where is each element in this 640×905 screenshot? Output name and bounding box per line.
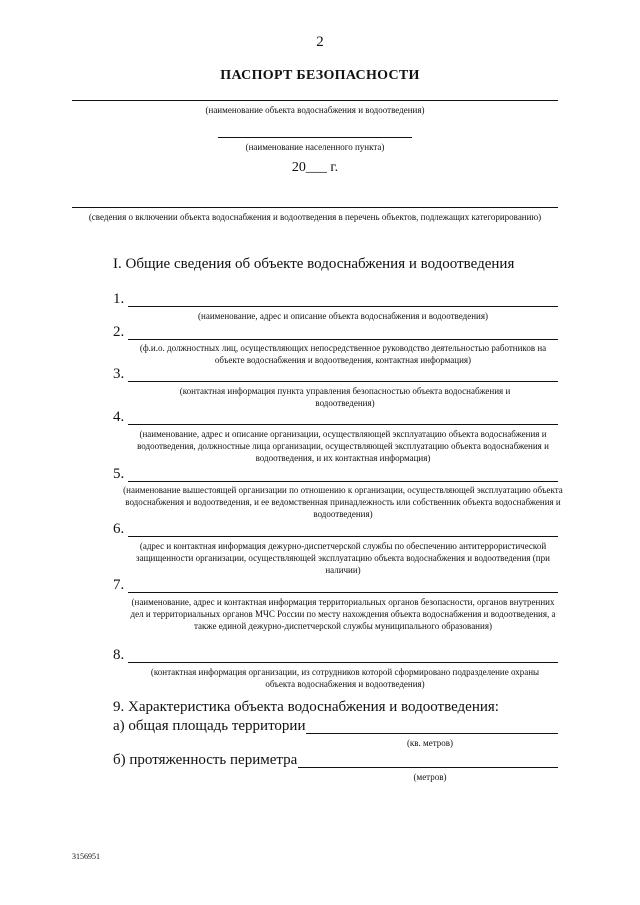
item-number-1: 1. [113,291,125,307]
object-name-line [72,100,558,101]
item-line-1 [128,306,558,307]
item-number-6: 6. [113,521,125,537]
item9-heading: 9. Характеристика объекта водоснабжения и водоотведения: [113,699,499,715]
item-number-2: 2. [113,324,125,340]
item-line-3 [128,381,558,382]
item-caption-8: (контактная информация организации, из сотрудников которой сформировано подразделение охраны объекта водоснабжения и водоотведения) [150,667,540,689]
item-line-4 [128,424,558,425]
item-number-5: 5. [113,466,125,482]
item-caption-1: (наименование, адрес и описание объекта водоснабжения и водоотведения) [198,311,488,321]
item-line-7 [128,592,558,593]
item-line-5 [128,481,558,482]
item-number-4: 4. [113,409,125,425]
item-number-8: 8. [113,647,125,663]
item9b-unit: (метров) [413,772,447,782]
item-number-7: 7. [113,577,125,593]
section-heading: I. Общие сведения об объекте водоснабжения и водоотведения [113,256,515,272]
page-number: 2 [316,34,324,50]
settlement-line [218,137,412,138]
inclusion-caption: (сведения о включении объекта водоснабжения и водоотведения в перечень объектов, подлежащих категорированию) [88,212,542,222]
item-caption-7: (наименование, адрес и контактная информация территориальных органов безопасности, органов внутренних дел и территориальных органов МЧС России по месту нахождения объекта водоснабжения и водоотведения, а также единой дежурно-диспетчерской службы муниципального образования) [130,597,556,631]
document-code: 3156951 [72,852,100,861]
object-name-caption: (наименование объекта водоснабжения и водоотведения) [205,105,425,115]
item-caption-4: (наименование, адрес и описание организации, осуществляющей эксплуатацию объекта водоснабжения и водоотведения, должностные лица организации, осуществляющей эксплуатацию объекта водоснабжения и водоотведения, и их контактная информация) [137,429,549,463]
item9a-unit: (кв. метров) [406,738,454,748]
item9b-label: б) протяженность периметра [113,752,298,768]
item-caption-2: (ф.и.о. должностных лиц, осуществляющих непосредственное руководство деятельностью работников на объекте водоснабжения и водоотведения, контактная информация) [139,343,547,365]
item-caption-5: (наименование вышестоящей организации по отношению к организации, осуществляющей эксплуатацию объекта водоснабжения и водоотведения, и ее ведомственная принадлежность или собственник объекта водоснабжения и водоотведения) [123,485,563,519]
item-line-2 [128,339,558,340]
item9a-label: а) общая площадь территории [113,718,306,734]
settlement-caption: (наименование населенного пункта) [245,142,385,152]
item-line-8 [128,662,558,663]
item9b-line [298,767,558,768]
document-title: ПАСПОРТ БЕЗОПАСНОСТИ [220,68,420,83]
item-caption-6: (адрес и контактная информация дежурно-диспетчерской службы по обеспечению антитеррористической защищенности организации, осуществляющей эксплуатацию объекта водоснабжения и водоотведения (при наличии) [136,541,550,575]
item-caption-3: (контактная информация пункта управления безопасностью объекта водоснабжения и водоотведения) [179,386,511,408]
year-label: 20___ г. [291,160,339,175]
item-line-6 [128,536,558,537]
item-number-3: 3. [113,366,125,382]
inclusion-line [72,207,558,208]
item9a-line [306,733,558,734]
